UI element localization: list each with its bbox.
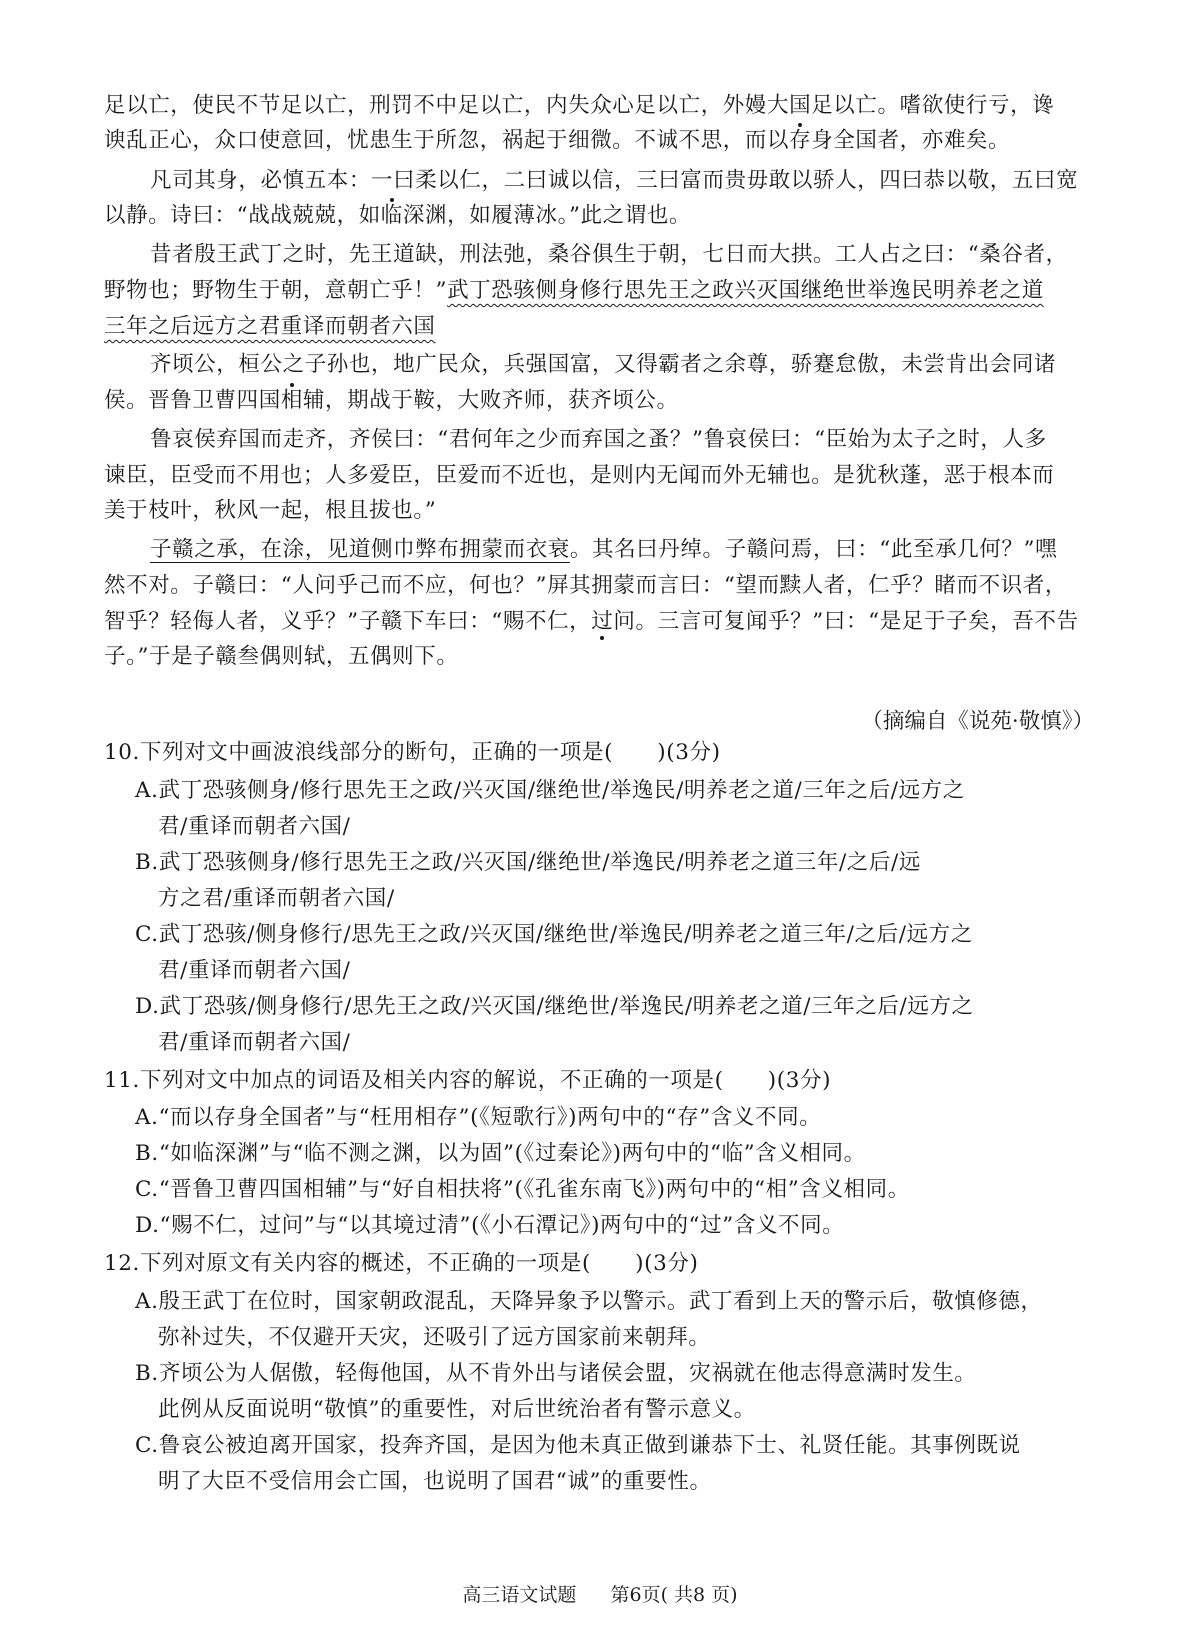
question-11-option-a: A.“而以存身全国者”与“枉用相存”(《短歌行》)两句中的“存”含义不同。 xyxy=(135,1105,822,1130)
question-12-option-b-cont: 此例从反面说明“敬慎”的重要性，对后世统治者有警示意义。 xyxy=(158,1397,756,1422)
underlined-text: 子赣之承，在涂，见道侧巾弊布拥蒙而衣衰 xyxy=(150,537,570,562)
passage-line: 子赣之承，在涂，见道侧巾弊布拥蒙而衣衰。其名曰丹绰。子赣问焉，曰：“此至承几何？”嘿 xyxy=(150,537,1058,562)
passage-line: 昔者殷王武丁之时，先王道缺，刑法弛，桑谷俱生于朝，七日而大拱。工人占之曰：“桑谷者， xyxy=(150,242,1068,267)
passage-line: 侯。晋鲁卫曹四国相辅，期战于鞍，大败齐师，获齐顷公。 xyxy=(104,388,679,413)
passage-line: 美于枝叶，秋风一起，根且拔也。” xyxy=(104,498,437,523)
question-10-option-d: D.武丁恐骇/侧身修行/思先王之政/兴灭国/继绝世/举逸民/明养老之道/三年之后/远方之 xyxy=(135,994,974,1019)
emphasis-dot-char: 存 xyxy=(789,128,812,153)
question-12-stem: 12.下列对原文有关内容的概述，不正确的一项是( )(3分) xyxy=(104,1251,699,1276)
passage-line: 智乎？轻侮人者，义乎？”子赣下车曰：“赐不仁，过问。三言可复闻乎？”曰：“是足于子矣，吾不告 xyxy=(104,609,1079,634)
question-12-option-c: C.鲁哀公被迫离开国家，投奔齐国，是因为他未真正做到谦恭下士、礼贤任能。其事例既说 xyxy=(135,1433,1021,1458)
footer-page-number: 第6页( 共8 页) xyxy=(610,1584,738,1606)
question-11-option-c: C.“晋鲁卫曹四国相辅”与“好自相扶将”(《孔雀东南飞》)两句中的“相”含义相同。 xyxy=(135,1177,910,1202)
emphasis-dot-char: 相 xyxy=(280,388,303,413)
passage-line: 凡司其身，必慎五本：一曰柔以仁，二曰诚以信，三曰富而贵毋敢以骄人，四曰恭以敬，五曰宽 xyxy=(150,168,1079,193)
wavy-underlined-text: 三年之后远方之君重译而朝者六国 xyxy=(104,314,436,339)
question-12-option-a: A.殷王武丁在位时，国家朝政混乱，天降异象予以警示。武丁看到上天的警示后，敬慎修德， xyxy=(135,1289,1043,1314)
emphasis-dot-char: 临 xyxy=(380,203,403,228)
passage-line: 鲁哀侯弃国而走齐，齐侯曰：“君何年之少而弃国之蚤？”鲁哀侯曰：“臣始为太子之时，人多 xyxy=(150,427,1047,452)
question-11-stem: 11.下列对文中加点的词语及相关内容的解说，不正确的一项是( )(3分) xyxy=(104,1068,832,1093)
passage-line: 足以亡，使民不节足以亡，刑罚不中足以亡，内失众心足以亡，外嫚大国足以亡。嗜欲使行亏，谗 xyxy=(104,93,1055,118)
question-12-option-b: B.齐顷公为人倨傲，轻侮他国，从不肯外出与诸侯会盟，灾祸就在他志得意满时发生。 xyxy=(135,1361,977,1386)
page-footer xyxy=(0,1580,1200,1607)
passage-line: 野物也；野物生于朝，意朝亡乎！”武丁恐骇侧身修行思先王之政兴灭国继绝世举逸民明养老之道 xyxy=(104,278,1044,303)
passage-line xyxy=(104,316,436,338)
passage-line: 谀乱正心，众口使意回，忧患生于所忽，祸起于细微。不诚不思，而以存身全国者，亦难矣。 xyxy=(104,128,1011,153)
emphasis-dot-char: 过 xyxy=(591,609,614,634)
question-12-option-c-cont: 明了大臣不受信用会亡国，也说明了国君“诚”的重要性。 xyxy=(158,1469,712,1494)
passage-line: 齐顷公，桓公之子孙也，地广民众，兵强国富，又得霸者之余尊，骄蹇怠傲，未尝肯出会同诸 xyxy=(150,352,1057,377)
question-10-option-b: B.武丁恐骇侧身/修行思先王之政/兴灭国/继绝世/举逸民/明养老之道三年/之后/远 xyxy=(135,850,921,875)
question-12-option-a-cont: 弥补过失，不仅避开天灾，还吸引了远方国家前来朝拜。 xyxy=(158,1325,711,1350)
passage-line: 子。”于是子赣叁偶则轼，五偶则下。 xyxy=(104,644,459,669)
question-11-option-d: D.“赐不仁，过问”与“以其境过清”(《小石潭记》)两句中的“过”含义不同。 xyxy=(135,1213,845,1238)
passage-line: 然不对。子赣曰：“人问乎己而不应，何也？”屏其拥蒙而言曰：“望而黩人者，仁乎？睹而不识者， xyxy=(104,573,1067,598)
question-10-option-a-cont: 君/重译而朝者六国/ xyxy=(158,814,351,839)
question-11-option-b: B.“如临深渊”与“临不测之渊，以为固”(《过秦论》)两句中的“临”含义相同。 xyxy=(135,1141,866,1166)
question-10-option-c: C.武丁恐骇/侧身修行/思先王之政/兴灭国/继绝世/举逸民/明养老之道三年/之后/远方之 xyxy=(135,922,973,947)
source-citation: （摘编自《说苑·敬慎》） xyxy=(861,709,1094,734)
footer-subject: 高三语文试题 xyxy=(462,1584,577,1606)
passage-line: 以静。诗曰：“战战兢兢，如临深渊，如履薄冰。”此之谓也。 xyxy=(104,203,692,228)
question-10-option-a: A.武丁恐骇侧身/修行思先王之政/兴灭国/继绝世/举逸民/明养老之道/三年之后/远方之 xyxy=(135,778,965,803)
wavy-underlined-text: 武丁恐骇侧身修行思先王之政兴灭国继绝世举逸民明养老之道 xyxy=(447,278,1044,303)
question-10-stem: 10.下列对文中画波浪线部分的断句，正确的一项是( )(3分) xyxy=(104,740,721,765)
question-10-option-d-cont: 君/重译而朝者六国/ xyxy=(158,1030,351,1055)
question-10-option-c-cont: 君/重译而朝者六国/ xyxy=(158,958,351,983)
passage-line: 谏臣，臣受而不用也；人多爱臣，臣爱而不近也，是则内无闻而外无辅也。是犹秋蓬，恶于根本而 xyxy=(104,463,1055,488)
question-10-option-b-cont: 方之君/重译而朝者六国/ xyxy=(158,886,395,911)
